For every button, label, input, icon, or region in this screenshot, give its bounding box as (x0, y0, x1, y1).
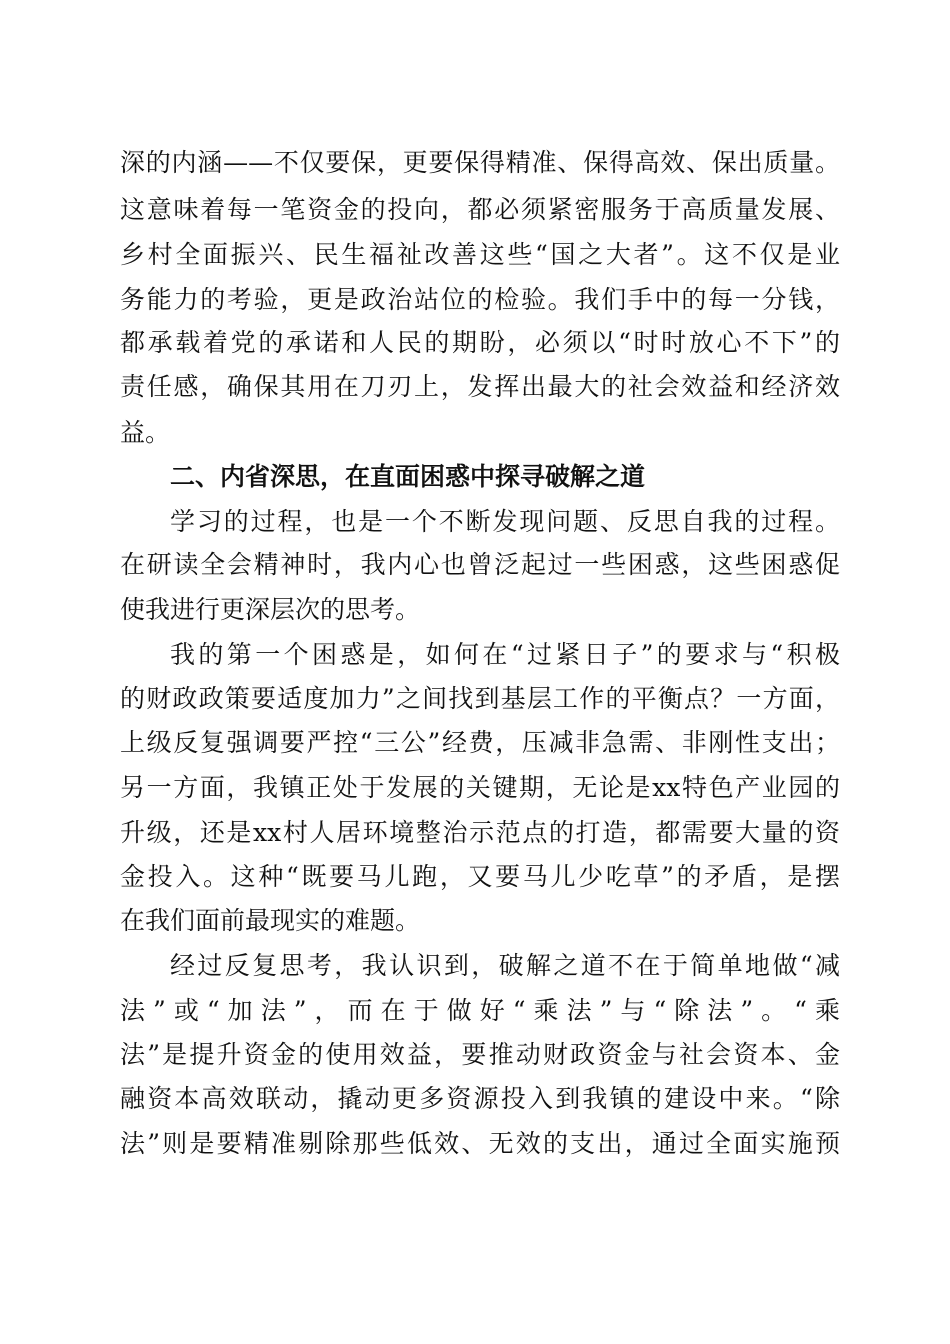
paragraph-2-line-1: 学习的过程，也是一个不断发现问题、反思自我的过程。 (170, 507, 840, 536)
paragraph-3-line-7: 在我们面前最现实的难题。 (120, 906, 421, 935)
paragraph-3-line-3: 上级反复强调要严控“三公”经费，压减非急需、非刚性支出； (120, 728, 840, 757)
paragraph-1-line-1: 深的内涵——不仅要保，更要保得精准、保得高效、保出质量。 (120, 148, 840, 177)
paragraph-2-line-2: 在研读全会精神时，我内心也曾泛起过一些困惑，这些困惑促 (120, 550, 840, 579)
paragraph-3-line-5: 升级，还是xx村人居环境整治示范点的打造，都需要大量的资 (120, 818, 840, 847)
paragraph-1-line-4: 务能力的考验，更是政治站位的检验。我们手中的每一分钱， (120, 285, 840, 314)
paragraph-3-line-1: 我的第一个困惑是，如何在“过紧日子”的要求与“积极 (170, 640, 840, 669)
paragraph-2-line-3: 使我进行更深层次的思考。 (120, 595, 421, 624)
paragraph-4-line-3: 法”是提升资金的使用效益，要推动财政资金与社会资本、金 (120, 1040, 840, 1069)
paragraph-3-line-6: 金投入。这种“既要马儿跑，又要马儿少吃草”的矛盾，是摆 (120, 862, 840, 891)
paragraph-3-line-2: 的财政政策要适度加力”之间找到基层工作的平衡点？一方面， (120, 684, 840, 713)
paragraph-4-line-2: 法”或“加法”，而在于做好“乘法”与“除法”。“乘 (120, 996, 840, 1025)
paragraph-4-line-5: 法”则是要精准剔除那些低效、无效的支出，通过全面实施预 (120, 1129, 840, 1158)
paragraph-1-line-2: 这意味着每一笔资金的投向，都必须紧密服务于高质量发展、 (120, 195, 840, 224)
paragraph-3-line-4: 另一方面，我镇正处于发展的关键期，无论是xx特色产业园的 (120, 773, 840, 802)
section-heading: 二、内省深思，在直面困惑中探寻破解之道 (170, 462, 646, 491)
paragraph-1-line-6: 责任感，确保其用在刀刃上，发挥出最大的社会效益和经济效 (120, 372, 840, 401)
paragraph-1-line-3: 乡村全面振兴、民生福祉改善这些“国之大者”。这不仅是业 (120, 240, 840, 269)
paragraph-4-line-4: 融资本高效联动，撬动更多资源投入到我镇的建设中来。“除 (120, 1084, 840, 1113)
paragraph-4-line-1: 经过反复思考，我认识到，破解之道不在于简单地做“减 (170, 951, 840, 980)
paragraph-1-line-7: 益。 (120, 418, 171, 447)
paragraph-1-line-5: 都承载着党的承诺和人民的期盼，必须以“时时放心不下”的 (120, 328, 840, 357)
